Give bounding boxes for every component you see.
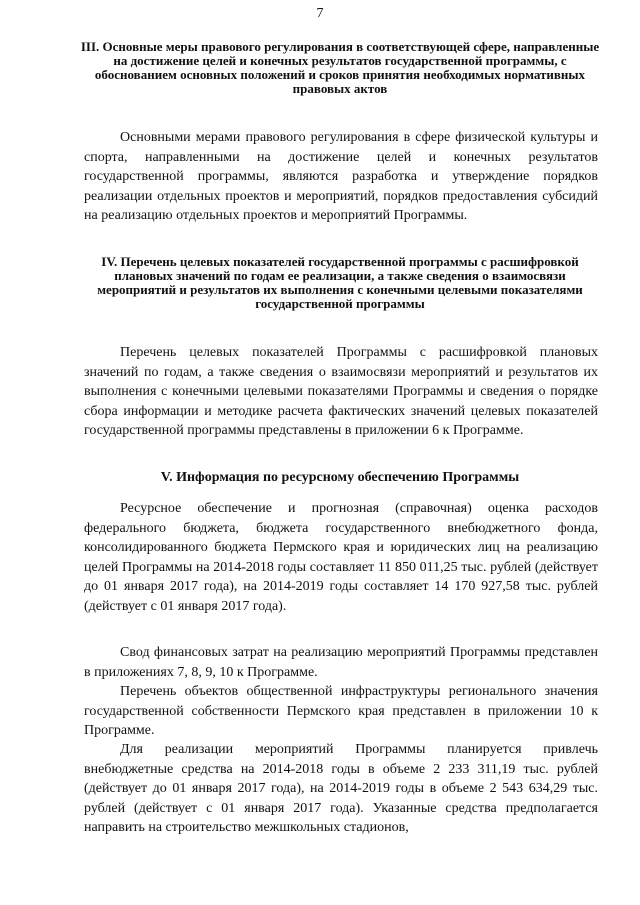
section-5-paragraph-3: Перечень объектов общественной инфраструктуры регионального значения государственной собственности Пермского края представлен в приложении 10 к Программе. xyxy=(84,684,598,739)
page-number: 7 xyxy=(316,6,324,21)
section-4-paragraph: Перечень целевых показателей Программы с расшифровкой плановых значений по годам, а также сведения о взаимосвязи мероприятий и результатов их выполнения с конечными целевыми показателями Программы и сведения о порядке сбора информации и методике расчета фактических значений целевых показателей государственной программы представлены в приложении 6 к Программе. xyxy=(84,345,598,439)
section-5-paragraph-2: Свод финансовых затрат на реализацию мероприятий Программы представлен в приложениях 7, 8, 9, 10 к Программе. xyxy=(84,645,598,680)
section-4-heading: IV. Перечень целевых показателей государственной программы с расшифровкой плановых значений по годам ее реализации, а также сведения о взаимосвязи мероприятий и результатов их выполнения с конечными целевыми показателями государственной программы xyxy=(97,254,583,311)
section-5-paragraph-1: Ресурсное обеспечение и прогнозная (справочная) оценка расходов федерального бюджета, бюджета государственного внебюджетного фонда, консолидированного бюджета Пермского края и юридических лиц на реализацию целей Программы на 2014-2018 годы составляет 11 850 011,25 тыс. рублей (действует до 01 января 2017 года), на 2014-2019 годы составляет 14 170 927,58 тыс. рублей (действует с 01 января 2017 года). xyxy=(84,501,598,614)
section-5-heading: V. Информация по ресурсному обеспечению Программы xyxy=(160,470,520,485)
section-5-paragraph-4: Для реализации мероприятий Программы планируется привлечь внебюджетные средства на 2014-2018 годы в объеме 2 233 311,19 тыс. рублей (действует до 01 января 2017 года), на 2014-2019 годы в объеме 2 543 634,29 тыс. рублей (действует с 01 января 2017 года). Указанные средства предполагается направить на строительство межшкольных стадионов, xyxy=(84,742,598,836)
section-3-heading: III. Основные меры правового регулирования в соответствующей сфере, направленные на достижение целей и конечных результатов государственной программы, с обоснованием основных положений и сроков принятия необходимых нормативных правовых актов xyxy=(80,39,600,96)
section-3-paragraph: Основными мерами правового регулирования в сфере физической культуры и спорта, направленными на достижение целей и конечных результатов государственной программы, являются разработка и утверждение порядков реализации отдельных проектов и мероприятий, порядков предоставления субсидий на реализацию отдельных проектов и мероприятий Программы. xyxy=(84,130,598,224)
